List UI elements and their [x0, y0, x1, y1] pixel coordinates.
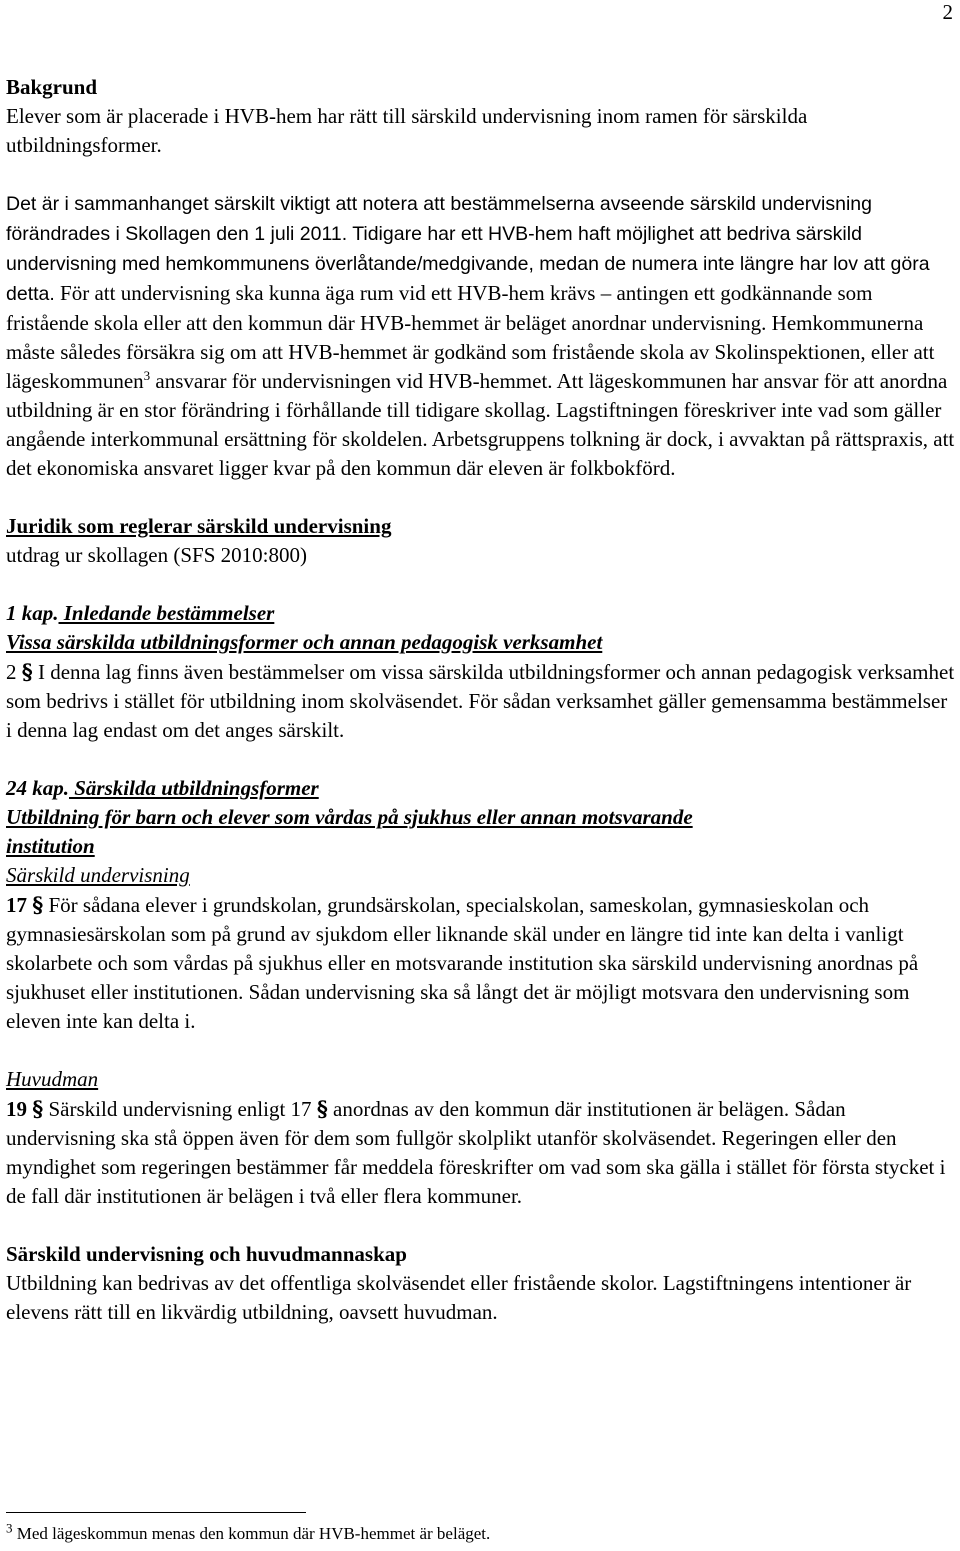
footnote-text: Med lägeskommun menas den kommun där HVB-hemmet är beläget. [12, 1524, 491, 1543]
section-symbol: § [21, 659, 33, 684]
juridik-heading: Juridik som reglerar särskild undervisning [6, 514, 392, 538]
kap1-section-title: Vissa särskilda utbildningsformer och annan pedagogisk verksamhet [6, 630, 603, 654]
kap1-number: 1 kap. [6, 601, 59, 625]
footnote [6, 1520, 491, 1545]
kap1-paragraph [6, 657, 958, 745]
footnote-reference: 3 [143, 368, 151, 383]
footnote-number: 3 [6, 1520, 13, 1536]
bakgrund-paragraph-1: Elever som är placerade i HVB-hem har rätt till särskild undervisning inom ramen för särskilda utbildningsformer. [6, 104, 808, 157]
huvudmannaskap-heading: Särskild undervisning och huvudmannaskap [6, 1242, 407, 1266]
para-19-text-a: Särskild undervisning enligt 17 [43, 1097, 317, 1121]
para-19-number: 19 [6, 1097, 27, 1121]
bakgrund-heading: Bakgrund [6, 75, 98, 99]
huvudmannaskap-paragraph: Utbildning kan bedrivas av det offentliga skolväsendet eller fristående skolor. Lagstiftningens intentioner är elevens rätt till en likvärdig utbildning, oavsett huvudman. [6, 1271, 912, 1324]
section-symbol: § [32, 892, 44, 917]
kap1-title: Inledande bestämmelser [58, 601, 275, 625]
bakgrund-p2-part2: För att undervisning ska kunna äga rum vid ett HVB-hem krävs – antingen ett godkännande som fristående skola eller att den kommun där HVB-hemmet är beläget anordnar undervisning. Hemkommunerna måste således försäkra sig om att HVB-hemmet är godkänd som fristående skola av Skolinspektionen, eller att lägeskommunen [6, 281, 935, 393]
section-symbol: § [32, 1096, 44, 1121]
kap24-paragraph-19 [6, 1094, 958, 1211]
bakgrund-p2-part3: ansvarar för undervisningen vid HVB-hemmet. Att lägeskommunen har ansvar för att anordna utbildning är en stor förändring i förhållande till tidigare skollag. Lagstiftningen föreskriver inte vad som gäller angående interkommunal ersättning för skoldelen. Arbetsgruppens tolkning är dock, i avvaktan på rättspraxis, att det ekonomiska ansvaret ligger kvar på den kommun där eleven är folkbokförd. [6, 369, 955, 480]
kap24-number: 24 kap. [6, 776, 69, 800]
para-17-number: 17 [6, 893, 27, 917]
kap24-paragraph-17 [6, 890, 958, 1036]
kap24-title: Särskilda utbildningsformer [69, 776, 319, 800]
kap1-para-text: I denna lag finns även bestämmelser om vissa särskilda utbildningsformer och annan pedagogisk verksamhet som bedrivs i stället för utbildning inom skolväsendet. För sådan verksamhet gäller gemensamma bestämmelser i denna lag endast om det anges särskilt. [6, 660, 955, 742]
page-content [6, 73, 958, 1327]
kap24-sub-sarskild: Särskild undervisning [6, 863, 190, 887]
kap1-para-number: 2 [6, 660, 17, 684]
section-symbol: § [316, 1096, 328, 1121]
kap1-heading [6, 599, 958, 628]
page-number: 2 [942, 0, 953, 24]
juridik-subheading: utdrag ur skollagen (SFS 2010:800) [6, 543, 307, 567]
para-19-text-b: anordnas av den kommun där institutionen är belägen. Sådan undervisning ska stå öppen även för dem som fullgör skolplikt utanför skolväsendet. Regeringen eller den myndighet som regeringen bestämmer får meddela föreskrifter om vad som ska gälla i stället för första stycket i de fall där institutionen är belägen i två eller flera kommuner. [6, 1097, 946, 1208]
para-17-text: För sådana elever i grundskolan, grundsärskolan, specialskolan, sameskolan, gymnasieskolan och gymnasiesärskolan som på grund av sjukdom eller liknande skäl under en längre tid inte kan delta i vanligt skolarbete och som vårdas på sjukhus eller en motsvarande institution ska särskild undervisning anordnas på sjukhuset eller institutionen. Sådan undervisning ska så långt det är möjligt motsvara den undervisning som eleven inte kan delta i. [6, 893, 919, 1033]
kap24-sub-huvudman: Huvudman [6, 1067, 99, 1091]
footnote-separator [6, 1512, 306, 1513]
bakgrund-p2-part1: Det är i sammanhanget särskilt viktigt att notera att bestämmelserna avseende särskild undervisning förändrades i Skollagen den 1 juli 2011. Tidigare har ett HVB-hem haft möjlighet att bedriva särskild undervisning med hemkommunens överlåtande/medgivande, medan de numera inte längre har lov att göra detta. [6, 193, 930, 305]
kap24-section-title: Utbildning för barn och elever som vårdas på sjukhus eller annan motsvarande institution [6, 805, 693, 858]
bakgrund-paragraph-2 [6, 189, 958, 483]
kap24-heading [6, 774, 958, 803]
